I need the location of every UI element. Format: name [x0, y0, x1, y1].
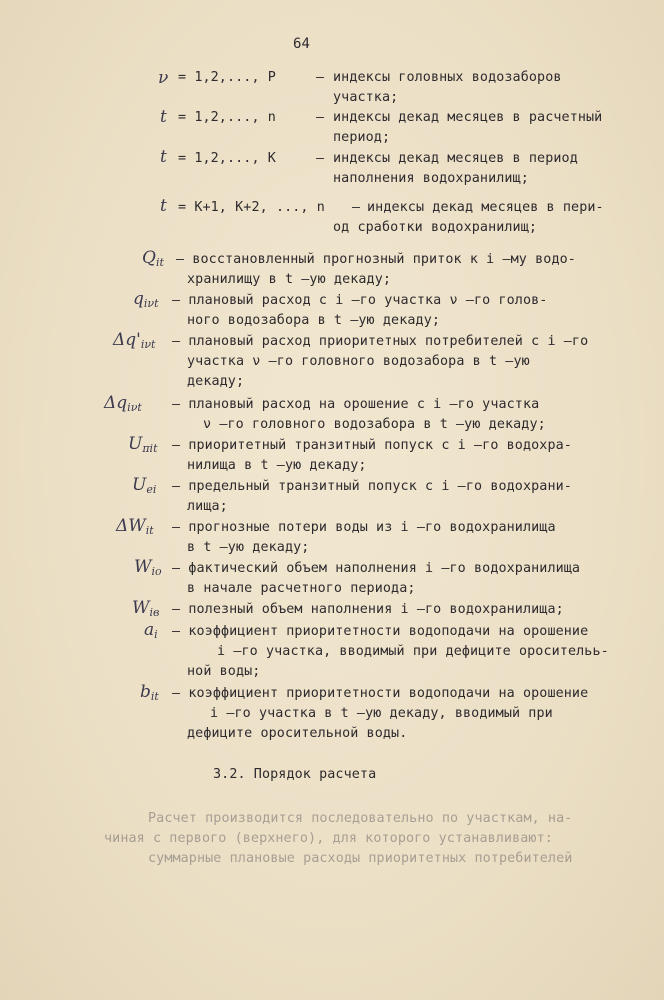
- definition-line: – коэффициент приоритетности водоподачи на орошение: [172, 624, 589, 639]
- symbol-a-i: $a_i$: [144, 620, 158, 641]
- definition-line: – приоритетный транзитный попуск с i –го водохра-: [172, 438, 572, 453]
- definition-line: индексы декад месяцев в период: [333, 151, 578, 166]
- symbol-dq-prime-ivt: $\Delta q'_{i\nu t}$: [113, 330, 156, 351]
- symbol-dq-ivt: $\Delta q_{i\nu t}$: [104, 393, 142, 414]
- definition-line: нилища в t –ую декаду;: [187, 458, 367, 473]
- paragraph-line: чиная с первого (верхнего), для которого устанавливают:: [104, 831, 553, 846]
- definition-line: лища;: [187, 499, 228, 514]
- symbol-Q-it: $Q_{it}$: [142, 248, 164, 269]
- definition-line: ной воды;: [187, 664, 261, 679]
- definition-line: – плановый расход с i –го участка ν –го голов-: [172, 293, 548, 308]
- index-range: = 1,2,..., K: [178, 151, 276, 166]
- definition-line: в начале расчетного периода;: [187, 581, 416, 596]
- definition-line: индексы декад месяцев в расчетный: [333, 110, 603, 125]
- definition-line: – восстановленный прогнозный приток к i –му водо-: [176, 252, 576, 267]
- dash: –: [316, 110, 325, 125]
- dash: –: [352, 200, 361, 215]
- definition-line: дефиците оросительной воды.: [187, 726, 408, 741]
- definition-line: i –го участка в t –ую декаду, вводимый при: [210, 706, 553, 721]
- definition-line: в t –ую декаду;: [187, 540, 310, 555]
- definition-line: участка ν –го головного водозабора в t –ую: [187, 354, 530, 369]
- section-heading: 3.2. Порядок расчета: [213, 767, 377, 782]
- symbol-U-pit: $U_{\pi it}$: [128, 434, 158, 455]
- definition-line: – фактический объем наполнения i –го водохранилища: [172, 561, 581, 576]
- symbol-W-iv: $W_{iв}$: [132, 598, 160, 619]
- definition-line: – коэффициент приоритетности водоподачи на орошение: [172, 686, 589, 701]
- symbol-W-io: $W_{io}$: [134, 557, 162, 578]
- definition-line: участка;: [333, 90, 399, 105]
- index-range: = 1,2,..., P: [178, 70, 276, 85]
- definition-line: декаду;: [187, 374, 245, 389]
- symbol-t: t: [160, 196, 167, 216]
- definition-line: – плановый расход на орошение с i –го участка: [172, 397, 540, 412]
- definition-line: – полезный объем наполнения i –го водохранилища;: [172, 602, 564, 617]
- definition-line: хранилищу в t –ую декаду;: [187, 272, 392, 287]
- page-number: 64: [293, 36, 311, 52]
- definition-line: индексы головных водозаборов: [333, 70, 562, 85]
- symbol-b-it: $b_{it}$: [140, 682, 159, 703]
- index-range: = K+1, K+2, ..., n: [178, 200, 325, 215]
- symbol-t: t: [160, 107, 167, 127]
- definition-line: наполнения водохранилищ;: [333, 171, 529, 186]
- definition-line: i –го участка, вводимый при дефиците оросительь-: [217, 644, 609, 659]
- paragraph-line: Расчет производится последовательно по участкам, на-: [148, 811, 573, 826]
- symbol-nu: ν: [158, 68, 169, 88]
- definition-line: ν –го головного водозабора в t –ую декаду;: [203, 417, 546, 432]
- definition-line: ного водозабора в t –ую декаду;: [187, 313, 441, 328]
- symbol-q-ivt: $q_{i\nu t}$: [133, 289, 159, 310]
- symbol-dW-it: $\Delta W_{it}$: [116, 516, 154, 537]
- definition-line: – прогнозные потери воды из i –го водохранилища: [172, 520, 556, 535]
- definition-line: индексы декад месяцев в пери-: [367, 200, 604, 215]
- dash: –: [316, 70, 325, 85]
- symbol-U-ei: $U_{ei}$: [132, 475, 157, 496]
- definition-line: – плановый расход приоритетных потребителей с i –го: [172, 334, 589, 349]
- paragraph-line: суммарные плановые расходы приоритетных потребителей: [148, 851, 573, 866]
- definition-line: – предельный транзитный попуск с i –го водохрани-: [172, 479, 572, 494]
- symbol-t: t: [160, 147, 167, 167]
- index-range: = 1,2,..., n: [178, 110, 276, 125]
- definition-line: од сработки водохранилищ;: [333, 220, 538, 235]
- definition-line: период;: [333, 130, 391, 145]
- dash: –: [316, 151, 325, 166]
